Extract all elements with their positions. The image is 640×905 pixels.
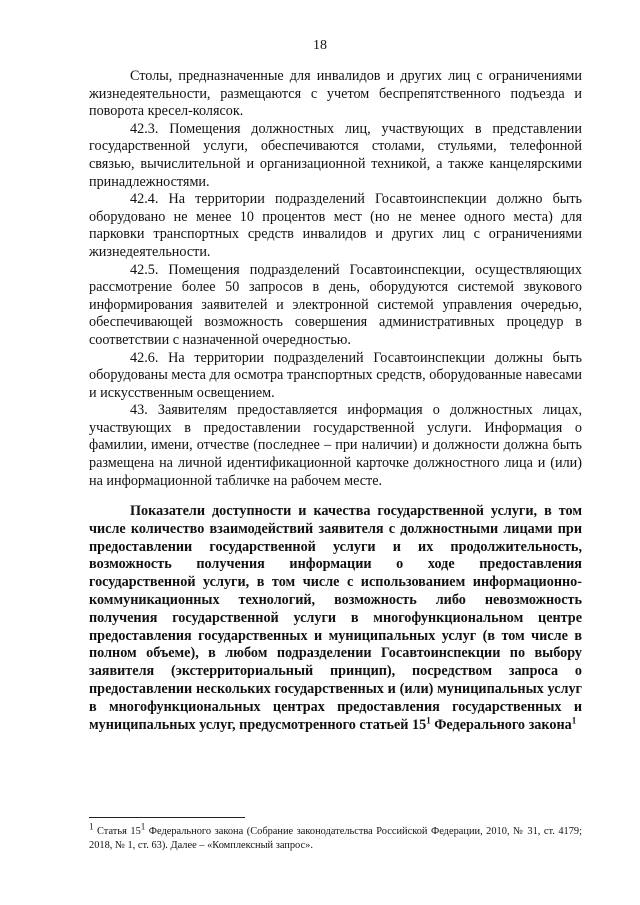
heading-tail: Федерального закона bbox=[430, 716, 572, 733]
footnote-inner-sup: 1 bbox=[140, 821, 146, 832]
paragraph-42-6: 42.6. На территории подразделений Госавтоинспекции должны быть оборудованы места для осмотра транспортных средств, оборудованные навесами и искусственным освещением. bbox=[89, 349, 582, 401]
page-number: 18 bbox=[313, 38, 327, 53]
paragraph-42-3: 42.3. Помещения должностных лиц, участвующих в представлении государственной услуги, обеспечиваются столами, стульями, телефонной связью, вычислительной и организационной техникой, а также канцелярскими принадлежностями. bbox=[89, 120, 582, 190]
heading-text: Показатели доступности и качества государственной услуги, в том числе количество взаимодействий заявителя с должностными лицами при предоставлении государственной услуги и их продолжительность, возможность получения информации о ходе предоставления государственной услуги, в том числе с использованием информационно-коммуникационных технологий, возможность либо невозможность получения государственной услуги в многофункциональном центре предоставления государственных и муниципальных услуг (в том числе в полном объеме), в любом подразделении Госавтоинспекции по выбору заявителя (экстерриториальный принцип), посредством запроса о предоставлении нескольких государственных и (или) муниципальных услуг в многофункциональных центрах предоставления государственных и муниципальных услуг, предусмотренного статьей 15 bbox=[89, 503, 582, 733]
footnote-marker: 1 bbox=[89, 821, 94, 832]
paragraph-42-4: 42.4. На территории подразделений Госавтоинспекции должно быть оборудовано не менее 10 процентов мест (но не менее одного места) для парковки транспортных средств инвалидов и других лиц с ограничениями жизнедеятельности. bbox=[89, 191, 582, 260]
paragraph-43: 43. Заявителям предоставляется информация о должностных лицах, участвующих в предоставлении государственной услуги. Информация о фамилии, имени, отчестве (последнее – при наличии) и должности должна быть размещена на личной идентификационной карточке должностного лица и (или) на информационной табличке на рабочем месте. bbox=[89, 402, 582, 489]
heading-footnote-ref: 1 bbox=[571, 714, 577, 725]
heading-footnote-sup: 1 bbox=[426, 714, 431, 725]
footnote-text-a: Статья 15 bbox=[93, 826, 141, 837]
footnote bbox=[89, 821, 582, 853]
paragraph-42-5: 42.5. Помещения подразделений Госавтоинспекции, осуществляющих рассмотрение более 50 запросов в день, оборудуются системой звукового информирования заявителей и электронной системой управления очередью, обеспечивающей возможность совершения административных процедур в соответствии с назначенной очередностью. bbox=[89, 261, 582, 348]
section-heading bbox=[89, 503, 582, 734]
body-text bbox=[89, 68, 582, 490]
footnote-separator bbox=[89, 817, 245, 818]
paragraph-tables: Столы, предназначенные для инвалидов и других лиц с ограничениями жизнедеятельности, размещаются с учетом беспрепятственного подъезда и поворота кресел-колясок. bbox=[89, 68, 582, 120]
footnote-text-b: Федерального закона (Собрание законодательства Российской Федерации, 2010, № 31, ст. 4179; 2018, № 1, ст. 63). Далее – «Комплексный запрос». bbox=[89, 826, 582, 851]
